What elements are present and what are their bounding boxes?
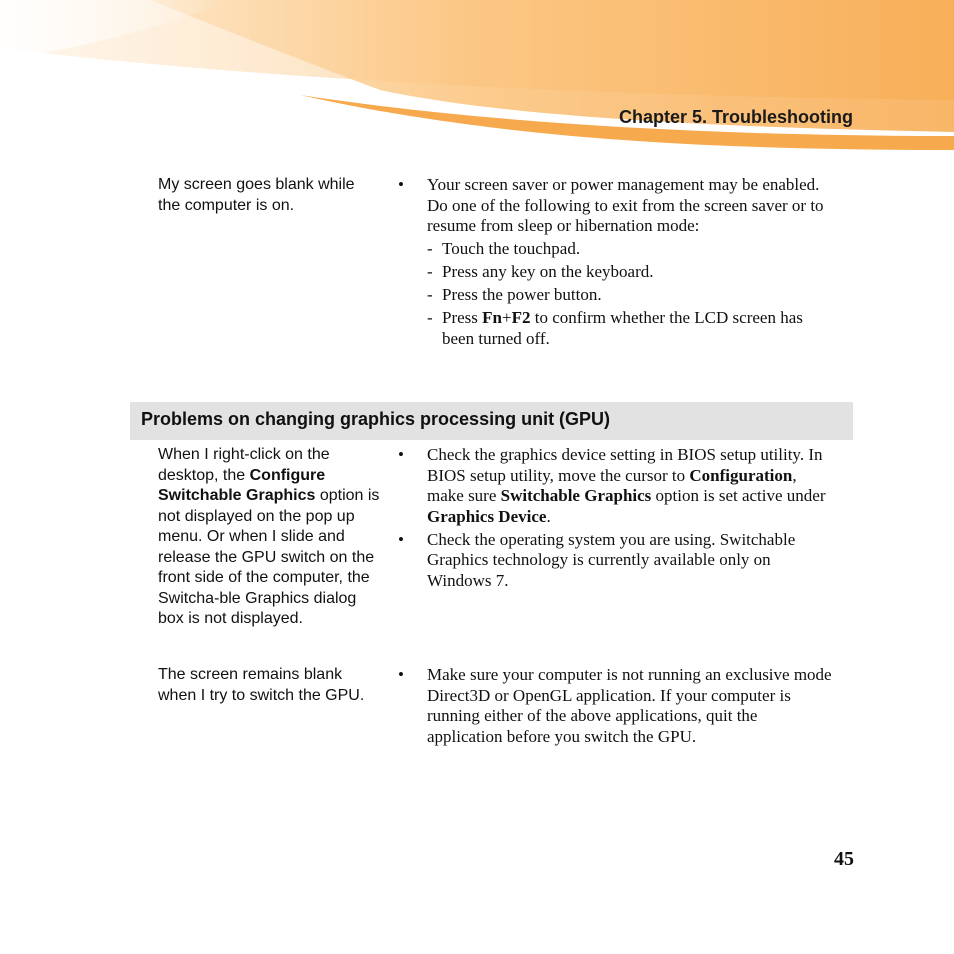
sub-item-text: Press the power button. xyxy=(442,285,602,304)
key-plus: + xyxy=(502,308,512,327)
key-fn: Fn xyxy=(482,308,502,327)
bold-graphics-device: Graphics Device xyxy=(427,506,547,526)
answer-blank-screen xyxy=(398,175,836,349)
sub-list-item xyxy=(427,262,836,283)
sub-list-item xyxy=(427,308,836,349)
section-title: Problems on changing graphics processing unit (GPU) xyxy=(141,409,611,429)
sub-item-text: Press any key on the keyboard. xyxy=(442,262,654,281)
list-item xyxy=(398,445,836,527)
key-f2: F2 xyxy=(511,308,531,327)
question-screen-blank-switch: The screen remains blank when I try to switch the GPU. xyxy=(158,666,365,704)
bold-switchable-graphics: Switchable Graphics xyxy=(500,486,652,505)
list-item xyxy=(398,665,836,747)
dash-icon: - xyxy=(427,285,433,304)
bullet-mid: , make sure xyxy=(427,465,797,505)
sub-item-post: to confirm whether the LCD screen has been turned off. xyxy=(442,308,803,348)
dash-icon: - xyxy=(427,308,433,327)
bullet-icon: • xyxy=(398,175,404,194)
list-item xyxy=(398,175,836,237)
sub-item-text: Touch the touchpad. xyxy=(442,239,581,258)
bullet-text: Make sure your computer is not running an exclusive mode Direct3D or OpenGL application. If your computer is running either of the above applications, quit the application before you switch the GPU. xyxy=(427,665,832,746)
page-number: 45 xyxy=(834,848,854,870)
question-blank-screen: My screen goes blank while the computer is on. xyxy=(158,176,355,214)
bold-configuration: Configuration xyxy=(689,465,793,485)
bullet-icon: • xyxy=(398,445,404,464)
section-header-bar xyxy=(130,402,853,440)
answer-screen-blank-switch xyxy=(398,665,836,747)
sub-list-item xyxy=(427,285,836,306)
bullet-text: Your screen saver or power management may be enabled. Do one of the following to exit from the screen saver or to resume from sleep or hibernation mode: xyxy=(427,175,824,235)
question-configure-switchable xyxy=(158,445,380,630)
bullet-text: Check the operating system you are using. Switchable Graphics technology is currently available only on Windows 7. xyxy=(427,529,796,590)
bullet-pre: Check the graphics device setting in BIOS setup utility. In BIOS setup utility, move the cursor to xyxy=(427,445,823,485)
dash-icon: - xyxy=(427,262,433,281)
bullet-icon: • xyxy=(398,665,404,684)
question-bold: Configure Switchable Graphics xyxy=(158,466,326,504)
bullet-mid2: option is set active under xyxy=(651,486,826,505)
chapter-title: Chapter 5. Troubleshooting xyxy=(618,107,853,127)
header-decoration xyxy=(0,0,954,160)
bullet-icon: • xyxy=(398,529,404,549)
answer-configure-switchable xyxy=(398,445,836,591)
sub-item-pre: Press xyxy=(442,308,483,327)
sub-list-item xyxy=(427,239,836,260)
question-post: option is not displayed on the pop up menu. Or when I slide and release the GPU switch on the front side of the computer, the Switcha-ble Graphics dialog box is not displayed. xyxy=(158,487,380,627)
question-pre: When I right-click on the desktop, the xyxy=(158,446,330,484)
bullet-post: . xyxy=(546,506,551,526)
list-item xyxy=(398,530,836,592)
dash-icon: - xyxy=(427,239,433,258)
